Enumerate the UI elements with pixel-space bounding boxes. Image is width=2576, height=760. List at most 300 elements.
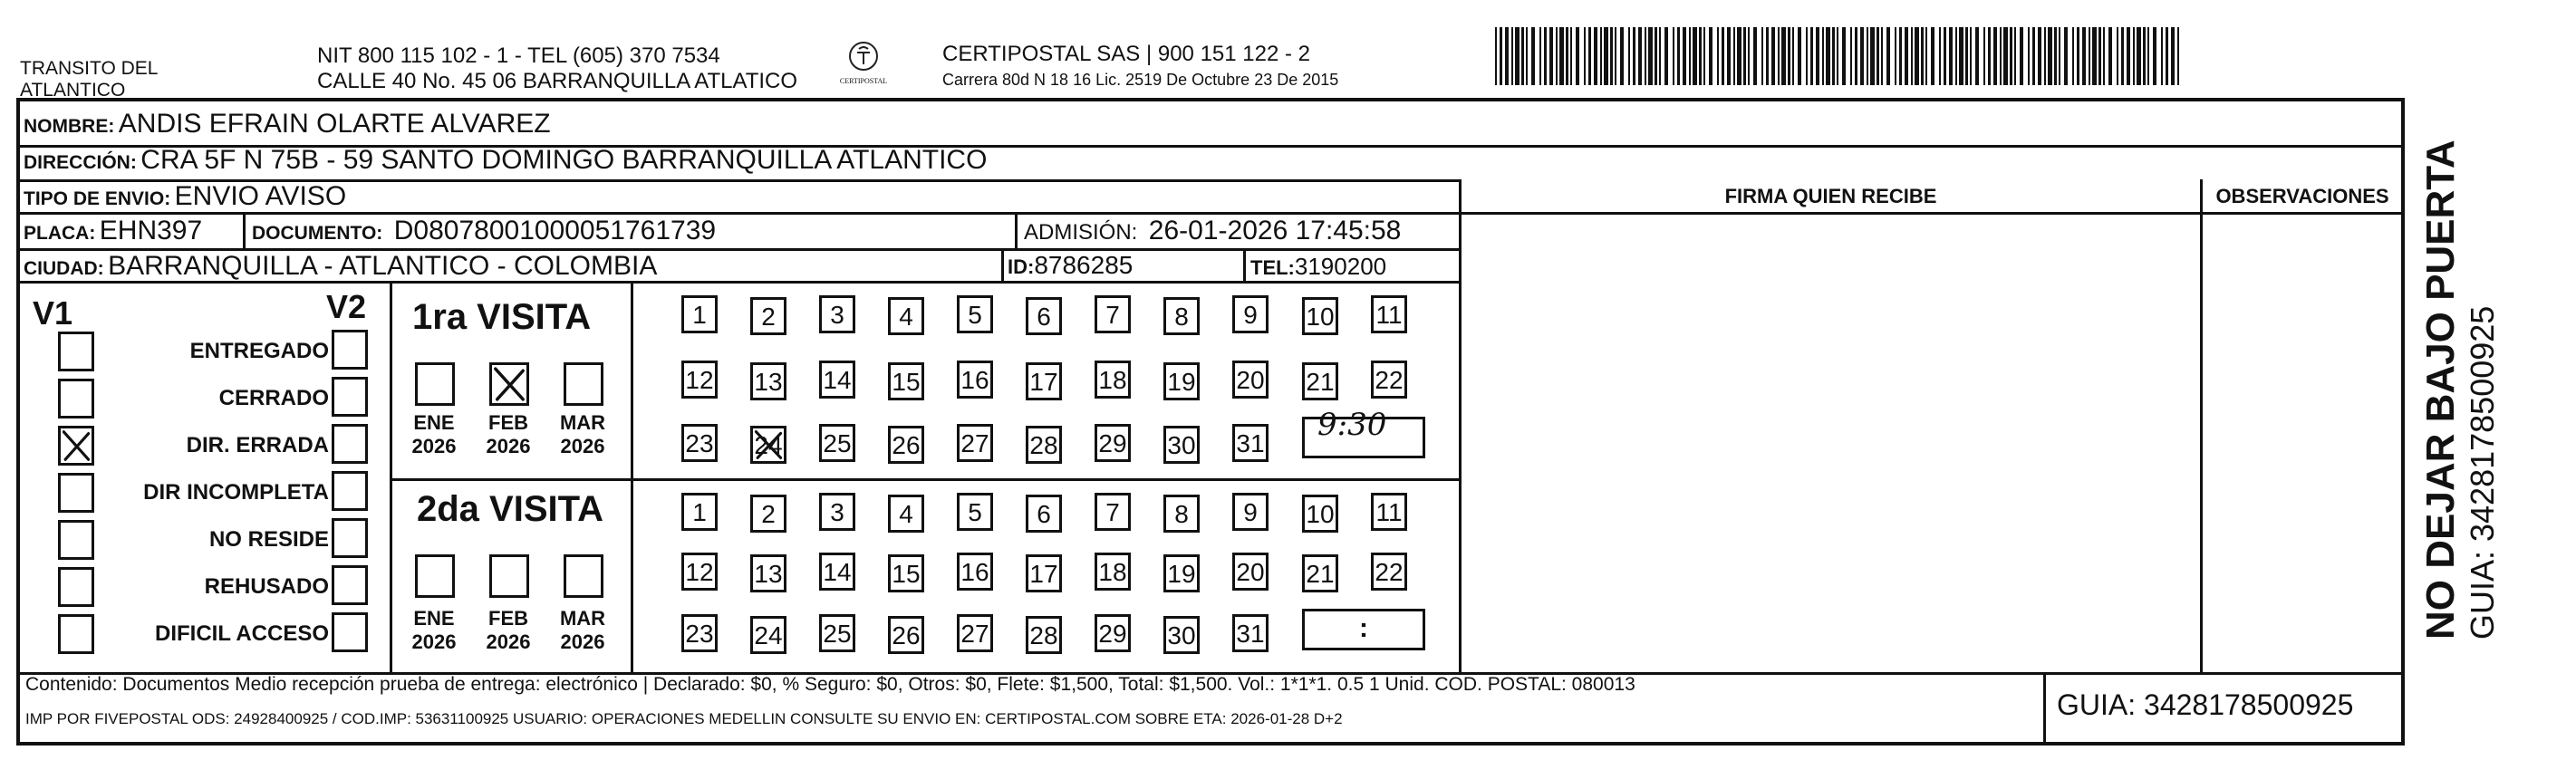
day-box[interactable]: 7 [1095, 493, 1131, 531]
day-box[interactable]: 19 [1163, 554, 1200, 592]
barcode-bar [1761, 27, 1763, 85]
footer-contenido: Contenido: Documentos Medio recepción prueba de entrega: electrónico | Declarado: $0, % Seguro: $0, Otros: $0, Flete: $1,500, Total: $1,500. Vol.: 1*1*1. 0.5 1 Unid. COD. POSTAL: 080013 [25, 674, 1635, 695]
month-checkbox-ene[interactable] [415, 362, 455, 406]
day-box[interactable]: 30 [1163, 426, 1200, 464]
barcode-bar [1737, 27, 1741, 85]
barcode-bar [1673, 27, 1674, 85]
day-box[interactable]: 27 [957, 614, 993, 652]
month-label [551, 411, 614, 458]
day-box[interactable]: 6 [1026, 495, 1062, 533]
obs-left-border [2200, 179, 2203, 673]
v2-header: V2 [326, 288, 367, 325]
barcode-bar [2048, 27, 2052, 85]
admision-label: ADMISIÓN: [1024, 220, 1138, 245]
placa-divider [243, 212, 246, 248]
barcode-bar [2038, 27, 2041, 85]
day-box[interactable]: 5 [957, 493, 993, 531]
day-box[interactable]: 8 [1163, 297, 1200, 335]
v2-checkbox[interactable] [332, 424, 368, 464]
barcode-bar [1576, 27, 1579, 85]
documento-value: D08078001000051761739 [393, 216, 717, 245]
issuer-address: CALLE 40 No. 45 06 BARRANQUILLA ATLATICO [317, 69, 798, 93]
handwritten-x-mark [61, 428, 92, 463]
day-box[interactable]: 22 [1371, 361, 1407, 399]
barcode-bar [1566, 27, 1568, 85]
day-box[interactable]: 20 [1232, 361, 1269, 399]
id-cell [1008, 251, 1133, 280]
barcode-bar [2177, 27, 2179, 85]
barcode-bar [1505, 27, 1509, 85]
barcode-bar [1727, 27, 1731, 85]
barcode-bar [1610, 27, 1613, 85]
barcode [1495, 27, 2184, 91]
barcode-bar [1975, 27, 1979, 85]
visit-divider [631, 281, 633, 672]
month-year: 2026 [411, 435, 457, 457]
side-text [2417, 139, 2501, 640]
day-box[interactable]: 3 [819, 493, 855, 531]
ciudad-label: CIUDAD: [24, 258, 104, 279]
day-box[interactable]: 29 [1095, 614, 1131, 652]
day-box[interactable]: 11 [1371, 295, 1407, 333]
footer-imp: IMP POR FIVEPOSTAL ODS: 24928400925 / COD.IMP: 53631100925 USUARIO: OPERACIONES MEDELLIN CONSULTE SU ENVIO EN: CERTIPOSTAL.COM SOBRE ETA: 2026-01-28 D+2 [25, 710, 1343, 727]
barcode-bar [1722, 27, 1724, 85]
barcode-bar [1925, 27, 1927, 85]
barcode-bar [2137, 27, 2141, 85]
v1-checkbox[interactable] [58, 426, 94, 466]
ciudad-cell [24, 251, 657, 282]
barcode-bar [1806, 27, 1808, 85]
v1-header: V1 [33, 294, 73, 332]
v2-checkbox[interactable] [332, 471, 368, 511]
barcode-bar [2108, 27, 2112, 85]
barcode-bar [2143, 27, 2146, 85]
firma-left-border [1459, 179, 1462, 673]
barcode-bar [1521, 27, 1524, 85]
month-year: 2026 [560, 435, 605, 457]
barcode-bar [1959, 27, 1963, 85]
month-year: 2026 [486, 435, 531, 457]
status-divider [390, 281, 392, 672]
barcode-bar [2103, 27, 2105, 85]
visit1-time-box[interactable] [1302, 407, 1425, 458]
barcode-bar [1659, 27, 1661, 85]
barcode-bar [1638, 27, 1642, 85]
day-box[interactable]: 26 [888, 426, 924, 464]
day-box[interactable]: 7 [1095, 295, 1131, 333]
placa-cell [24, 216, 202, 246]
v1-checkbox[interactable] [58, 332, 94, 371]
month-year: 2026 [411, 630, 457, 653]
status-label: ENTREGADO [189, 339, 329, 363]
month-label [402, 607, 466, 654]
issuer-line-2: ATLANTICO [20, 80, 126, 101]
month-name: ENE [413, 411, 455, 434]
v1-checkbox[interactable] [58, 379, 94, 418]
tipo-value: ENVIO AVISO [174, 181, 347, 211]
day-box[interactable]: 30 [1163, 616, 1200, 654]
side-guia: GUIA: 3428178500925 [2464, 305, 2501, 640]
nit-line: NIT 800 115 102 - 1 - TEL (605) 370 7534 [317, 43, 720, 68]
day-box[interactable]: 9 [1232, 493, 1269, 531]
barcode-bar [1798, 27, 1801, 85]
day-box[interactable]: 31 [1232, 614, 1269, 652]
barcode-bar [2092, 27, 2097, 85]
barcode-bar [1604, 27, 1608, 85]
barcode-bar [1855, 27, 1857, 85]
barcode-bar [2171, 27, 2175, 85]
day-box[interactable]: 28 [1026, 426, 1062, 464]
documento-label: DOCUMENTO: [252, 223, 383, 244]
barcode-bar [2059, 27, 2060, 85]
month-checkbox-ene[interactable] [415, 554, 455, 598]
nombre-label: NOMBRE: [24, 116, 115, 137]
day-box[interactable]: 22 [1371, 553, 1407, 591]
barcode-bar [1693, 27, 1697, 85]
firma-header: FIRMA QUIEN RECIBE [1724, 185, 1937, 207]
id-label: ID: [1008, 255, 1035, 278]
month-name: FEB [488, 607, 528, 630]
logo-text: CERTIPOSTAL [839, 77, 888, 85]
id-divider [1001, 248, 1004, 281]
direccion-label: DIRECCIÓN: [24, 152, 137, 173]
barcode-bar [1628, 27, 1630, 85]
day-box[interactable]: 23 [681, 424, 718, 462]
barcode-bar [1781, 27, 1786, 85]
day-box[interactable]: 15 [888, 554, 924, 592]
month-label [402, 411, 466, 458]
day-box[interactable]: 26 [888, 616, 924, 654]
barcode-bar [2010, 27, 2012, 85]
rule-3 [16, 212, 2405, 215]
day-box[interactable]: 23 [681, 614, 718, 652]
barcode-bar [1886, 27, 1890, 85]
day-box[interactable]: 18 [1095, 361, 1131, 399]
issuer-line-1: TRANSITO DEL [20, 58, 159, 79]
barcode-bar [2032, 27, 2035, 85]
month-label [551, 607, 614, 654]
month-name: MAR [559, 607, 606, 630]
month-checkbox-mar[interactable] [564, 362, 603, 406]
day-box[interactable]: 10 [1302, 297, 1338, 335]
day-box[interactable]: 6 [1026, 297, 1062, 335]
barcode-bar [1837, 27, 1838, 85]
day-box[interactable]: 1 [681, 295, 718, 333]
visit2-time-value: : [1359, 613, 1368, 643]
barcode-bar [1615, 27, 1616, 85]
barcode-bar [1600, 27, 1602, 85]
barcode-bar [1905, 27, 1908, 85]
barcode-bar [1594, 27, 1597, 85]
barcode-bar [1500, 27, 1502, 85]
tel-cell [1250, 253, 1386, 281]
day-box[interactable]: 4 [888, 297, 924, 335]
day-box[interactable]: 29 [1095, 424, 1131, 462]
visit2-time-box[interactable] [1302, 609, 1425, 650]
day-box[interactable]: 25 [819, 424, 855, 462]
barcode-bar [1788, 27, 1790, 85]
day-box[interactable]: 12 [681, 361, 718, 399]
barcode-bar [1915, 27, 1919, 85]
month-checkbox-feb[interactable] [489, 362, 529, 406]
certipostal-logo-icon [847, 40, 880, 72]
day-box[interactable]: 1 [681, 493, 718, 531]
footer-guia-divider [2043, 672, 2046, 746]
day-box[interactable]: 28 [1026, 616, 1062, 654]
barcode-bar [1645, 27, 1646, 85]
day-box[interactable]: 18 [1095, 553, 1131, 591]
barcode-bar [2072, 27, 2074, 85]
barcode-bar [1633, 27, 1635, 85]
barcode-bar [1709, 27, 1713, 85]
day-box[interactable]: 21 [1302, 362, 1338, 400]
tel-value: 3190200 [1294, 253, 1387, 280]
ciudad-value: BARRANQUILLA - ATLANTICO - COLOMBIA [108, 251, 658, 281]
v2-checkbox[interactable] [332, 377, 368, 417]
barcode-bar [1955, 27, 1957, 85]
barcode-bar [2082, 27, 2086, 85]
admision-value: 26-01-2026 17:45:58 [1148, 216, 1402, 245]
day-box[interactable]: 4 [888, 495, 924, 533]
visit2-title: 2da VISITA [417, 489, 603, 529]
status-label: DIFICIL ACCESO [154, 621, 329, 646]
barcode-bar [2020, 27, 2023, 85]
tel-divider [1243, 248, 1246, 281]
certipostal-logo [832, 40, 895, 85]
month-year: 2026 [560, 630, 605, 653]
v1-checkbox[interactable] [58, 614, 94, 654]
barcode-bar [1570, 27, 1572, 85]
barcode-bar [1655, 27, 1657, 85]
barcode-bar [1703, 27, 1705, 85]
day-box[interactable]: 16 [957, 553, 993, 591]
admision-divider [1015, 212, 1018, 248]
day-box[interactable]: 20 [1232, 553, 1269, 591]
barcode-bar [1816, 27, 1819, 85]
barcode-bar [2161, 27, 2163, 85]
barcode-bar [1870, 27, 1875, 85]
barcode-bar [1993, 27, 1997, 85]
barcode-bar [2153, 27, 2156, 85]
barcode-bar [1921, 27, 1924, 85]
v2-checkbox[interactable] [332, 330, 368, 370]
barcode-bar [1867, 27, 1868, 85]
day-box[interactable]: 24 [750, 616, 786, 654]
day-box[interactable]: 17 [1026, 362, 1062, 400]
barcode-bar [1515, 27, 1520, 85]
barcode-bar [1495, 27, 1497, 85]
barcode-bar [1877, 27, 1879, 85]
day-box[interactable]: 14 [819, 361, 855, 399]
barcode-bar [1810, 27, 1813, 85]
barcode-bar [1778, 27, 1780, 85]
day-box[interactable]: 3 [819, 295, 855, 333]
barcode-bar [1766, 27, 1769, 85]
tel-label: TEL: [1250, 256, 1295, 279]
day-box[interactable]: 24 [750, 426, 786, 464]
barcode-bar [1850, 27, 1852, 85]
barcode-bar [1526, 27, 1528, 85]
status-label: NO RESIDE [208, 527, 329, 552]
barcode-bar [1511, 27, 1513, 85]
barcode-bar [2064, 27, 2068, 85]
barcode-bar [1733, 27, 1735, 85]
barcode-bar [1689, 27, 1691, 85]
month-name: FEB [488, 411, 528, 434]
status-label: DIR INCOMPLETA [143, 480, 329, 505]
barcode-bar [1842, 27, 1846, 85]
v1-checkbox[interactable] [58, 473, 94, 513]
barcode-bar [1895, 27, 1896, 85]
barcode-bar [2054, 27, 2057, 85]
barcode-bar [1826, 27, 1830, 85]
month-checkbox-mar[interactable] [564, 554, 603, 598]
barcode-bar [1677, 27, 1680, 85]
barcode-bar [1648, 27, 1653, 85]
day-box[interactable]: 13 [750, 362, 786, 400]
barcode-bar [1588, 27, 1591, 85]
barcode-bar [2166, 27, 2168, 85]
day-box[interactable]: 17 [1026, 554, 1062, 592]
day-box[interactable]: 2 [750, 495, 786, 533]
placa-value: EHN397 [99, 216, 203, 245]
barcode-bar [2117, 27, 2118, 85]
barcode-bar [1832, 27, 1835, 85]
month-name: ENE [413, 607, 455, 630]
barcode-bar [1717, 27, 1719, 85]
barcode-bar [1748, 27, 1750, 85]
day-box[interactable]: 25 [819, 614, 855, 652]
barcode-bar [1965, 27, 1968, 85]
courier-line: CERTIPOSTAL SAS | 900 151 122 - 2 [942, 42, 1310, 66]
handwritten-x-mark [753, 428, 784, 461]
side-warning: NO DEJAR BAJO PUERTA [2418, 139, 2463, 640]
barcode-bar [2077, 27, 2079, 85]
visit1-time-value: 9:30 [1317, 407, 1387, 443]
v2-checkbox[interactable] [332, 518, 368, 558]
nombre-row [24, 109, 551, 139]
admision-cell [1024, 216, 1401, 246]
nombre-value: ANDIS EFRAIN OLARTE ALVAREZ [118, 109, 551, 139]
barcode-bar [1970, 27, 1972, 85]
v1-checkbox[interactable] [58, 520, 94, 560]
day-box[interactable]: 27 [957, 424, 993, 462]
status-label: DIR. ERRADA [186, 433, 329, 457]
barcode-bar [1664, 27, 1668, 85]
barcode-bar [2003, 27, 2008, 85]
status-label: REHUSADO [204, 574, 329, 599]
day-box[interactable]: 12 [681, 553, 718, 591]
barcode-bar [1822, 27, 1824, 85]
day-box[interactable]: 13 [750, 554, 786, 592]
barcode-bar [1584, 27, 1586, 85]
v2-checkbox[interactable] [332, 565, 368, 605]
barcode-bar [1743, 27, 1746, 85]
v1-checkbox[interactable] [58, 567, 94, 607]
month-label [477, 411, 540, 458]
barcode-bar [1699, 27, 1702, 85]
documento-cell [252, 216, 716, 246]
barcode-bar [1944, 27, 1946, 85]
barcode-bar [1531, 27, 1535, 85]
day-box[interactable]: 8 [1163, 495, 1200, 533]
barcode-bar [2014, 27, 2016, 85]
barcode-bar [2133, 27, 2135, 85]
status-label: CERRADO [218, 386, 329, 410]
barcode-bar [1899, 27, 1902, 85]
barcode-bar [1539, 27, 1541, 85]
v2-checkbox[interactable] [332, 612, 368, 652]
placa-label: PLACA: [24, 223, 96, 244]
day-box[interactable]: 19 [1163, 362, 1200, 400]
barcode-bar [1544, 27, 1547, 85]
issuer-details [317, 43, 797, 94]
day-box[interactable]: 9 [1232, 295, 1269, 333]
day-box[interactable]: 2 [750, 297, 786, 335]
barcode-bar [1559, 27, 1564, 85]
direccion-row [24, 145, 987, 176]
barcode-bar [1792, 27, 1794, 85]
barcode-bar [1983, 27, 1985, 85]
issuer-name [20, 58, 158, 101]
barcode-bar [1860, 27, 1864, 85]
barcode-bar [1949, 27, 1953, 85]
barcode-bar [2121, 27, 2124, 85]
barcode-bar [2044, 27, 2046, 85]
id-value: 8786285 [1034, 251, 1134, 279]
barcode-bar [2147, 27, 2149, 85]
day-box[interactable]: 5 [957, 295, 993, 333]
barcode-bar [1939, 27, 1941, 85]
barcode-bar [1988, 27, 1991, 85]
visit-separator [390, 478, 1459, 481]
tipo-label: TIPO DE ENVIO: [24, 188, 171, 209]
barcode-bar [1683, 27, 1686, 85]
barcode-bar [2089, 27, 2090, 85]
barcode-bar [1620, 27, 1624, 85]
day-box[interactable]: 11 [1371, 493, 1407, 531]
month-name: MAR [559, 411, 606, 434]
barcode-bar [2028, 27, 2030, 85]
day-box[interactable]: 10 [1302, 495, 1338, 533]
day-box[interactable]: 14 [819, 553, 855, 591]
direccion-value: CRA 5F N 75B - 59 SANTO DOMINGO BARRANQUILLA ATLANTICO [140, 145, 988, 175]
barcode-graphic [1495, 27, 2184, 91]
visit1-title: 1ra VISITA [412, 297, 592, 337]
handwritten-x-mark [492, 365, 526, 403]
day-box[interactable]: 15 [888, 362, 924, 400]
barcode-bar [1753, 27, 1757, 85]
footer-guia: GUIA: 3428178500925 [2057, 688, 2354, 721]
courier-details [942, 42, 1338, 90]
barcode-bar [1771, 27, 1775, 85]
barcode-bar [2098, 27, 2101, 85]
barcode-bar [1931, 27, 1934, 85]
day-box[interactable]: 21 [1302, 554, 1338, 592]
tipo-row [24, 181, 346, 212]
day-box[interactable]: 16 [957, 361, 993, 399]
barcode-bar [2127, 27, 2130, 85]
barcode-bar [2000, 27, 2002, 85]
barcode-bar [1556, 27, 1558, 85]
barcode-bar [1549, 27, 1553, 85]
month-label [477, 607, 540, 654]
month-year: 2026 [486, 630, 531, 653]
month-checkbox-feb[interactable] [489, 554, 529, 598]
courier-address: Carrera 80d N 18 16 Lic. 2519 De Octubre 23 De 2015 [942, 71, 1339, 89]
day-box[interactable]: 31 [1232, 424, 1269, 462]
observaciones-header: OBSERVACIONES [2215, 185, 2389, 207]
